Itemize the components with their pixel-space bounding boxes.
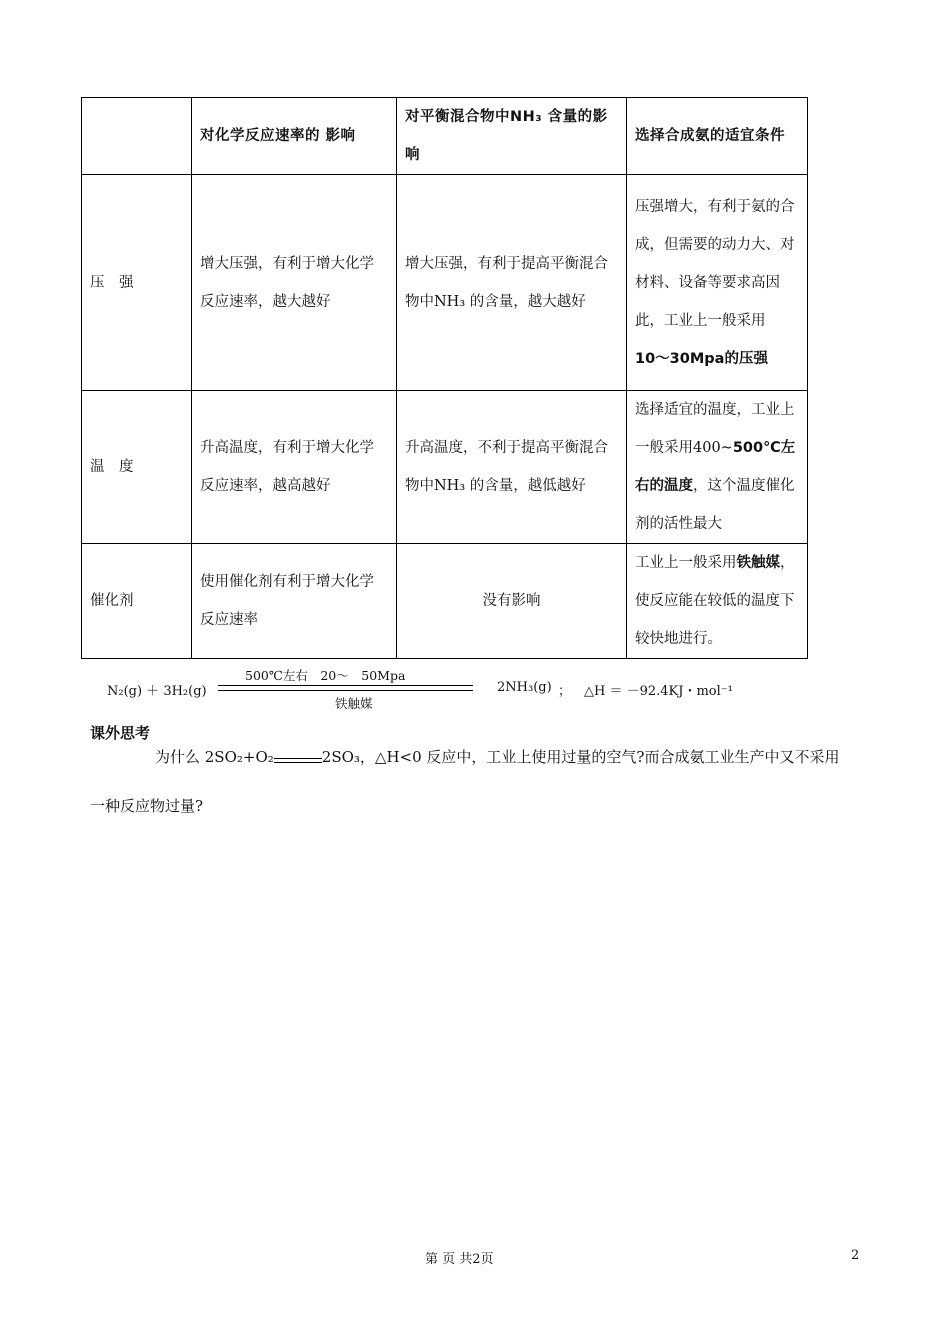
equation-reactants: N₂(g) ＋ 3H₂(g) (107, 684, 207, 699)
condition-pressure-text: 压强增大，有利于氨的合成，但需要的动力大、对材料、设备等要求高因此，工业上一般采用 (635, 198, 795, 329)
header-row (82, 98, 808, 175)
equilibrium-arrow-bottom (218, 690, 473, 691)
condition-catalyst-text-2: ，使反应能在较低的温度下较快地进行。 (635, 555, 795, 647)
condition-pressure (627, 175, 808, 391)
condition-pressure-bold: 10～30Mpa的压强 (635, 350, 768, 367)
rate-pressure: 增大压强，有利于增大化学反应速率，越大越好 (192, 175, 397, 391)
row-temperature (82, 391, 808, 544)
section-title: 课外思考 (90, 724, 151, 742)
reversible-arrow-icon (274, 752, 322, 762)
question-line-1-a: 为什么 2SO₂+O₂ (155, 748, 274, 766)
equilibrium-arrow-top (218, 685, 473, 686)
page-number: 2 (851, 1248, 860, 1263)
row-catalyst (82, 544, 808, 659)
equation-below-arrow: 铁触媒 (335, 696, 373, 711)
page-footer: 第 页 共2页 (425, 1252, 494, 1267)
header-equilibrium: 对平衡混合物中NH₃ 含量的影响 (397, 98, 627, 175)
condition-catalyst (627, 544, 808, 659)
question-line-2: 一种反应物过量? (90, 797, 204, 815)
condition-catalyst-text-1: 工业上一般采用 (635, 555, 737, 571)
rate-temperature: 升高温度，有利于增大化学反应速率，越高越好 (192, 391, 397, 544)
factor-pressure: 压 强 (82, 175, 192, 391)
row-pressure (82, 175, 808, 391)
header-empty (82, 98, 192, 175)
header-rate: 对化学反应速率的 影响 (192, 98, 397, 175)
condition-temperature-text-2: ，这个温度催化剂的活性最大 (635, 478, 795, 532)
condition-temperature (627, 391, 808, 544)
equation-enthalpy: △H ＝ －92.4KJ・mol⁻¹ (584, 684, 733, 699)
equilibrium-catalyst: 没有影响 (397, 544, 627, 659)
condition-catalyst-bold: 铁触媒 (736, 555, 780, 571)
equation-product: 2NH₃(g) (497, 680, 552, 695)
factor-catalyst: 催化剂 (82, 544, 192, 659)
equation-above-arrow: 500℃左右 20～ 50Mpa (245, 668, 406, 683)
header-condition: 选择合成氨的适宜条件 (627, 98, 808, 175)
equilibrium-pressure: 增大压强，有利于提高平衡混合物中NH₃ 的含量，越大越好 (397, 175, 627, 391)
condition-temperature-text-1: 选择适宜的温度，工业上一般采用400~ (635, 402, 795, 456)
equilibrium-temperature: 升高温度，不利于提高平衡混合物中NH₃ 的含量，越低越好 (397, 391, 627, 544)
equation-separator: ； (558, 684, 572, 699)
condition-temperature-bold: 500℃左右的温度 (635, 440, 796, 494)
rate-catalyst: 使用催化剂有利于增大化学反应速率 (192, 544, 397, 659)
factor-temperature: 温 度 (82, 391, 192, 544)
conditions-table (81, 97, 808, 659)
question-line-1 (155, 746, 839, 767)
question-line-1-b: 2SO₃，△H<0 反应中，工业上使用过量的空气?而合成氨工业生产中又不采用 (321, 748, 840, 766)
